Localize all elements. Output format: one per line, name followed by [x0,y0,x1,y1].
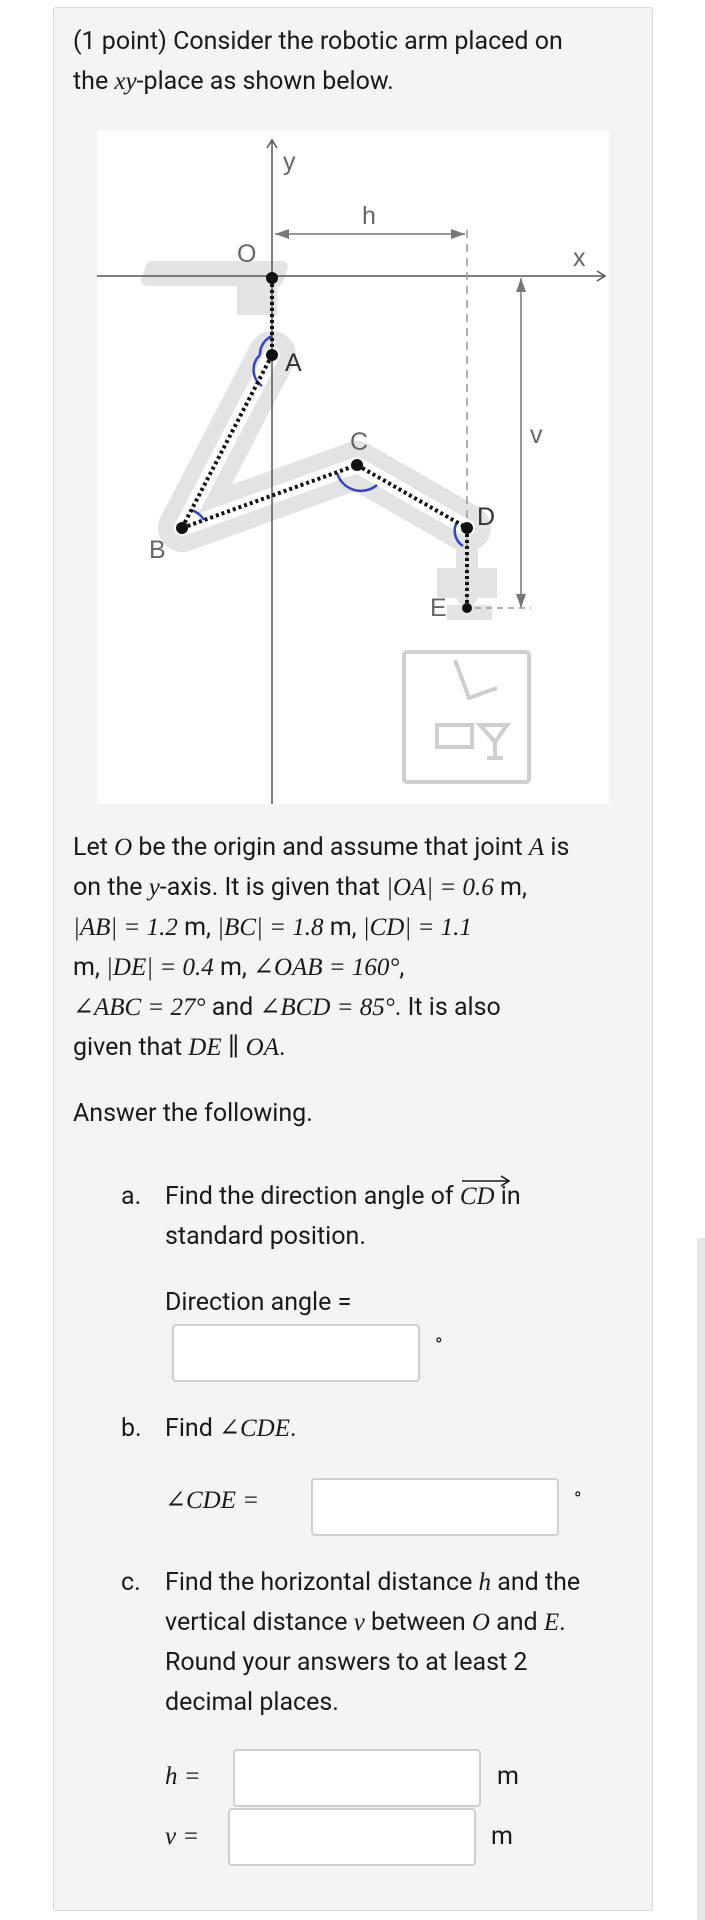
direction-angle-input[interactable] [172,1324,420,1382]
angle-CDE-input[interactable] [311,1478,559,1536]
v-unit: m [491,1822,513,1851]
question-c-marker: c. [121,1568,141,1597]
v-label: v = [165,1823,200,1850]
joint-O [266,272,278,284]
label-y: y [283,148,296,176]
joint-A [266,349,278,361]
question-a-text-2: standard position. [165,1222,366,1251]
v-input[interactable] [228,1808,476,1866]
angle-CDE-label: ∠CDE = [165,1487,260,1514]
label-A: A [285,349,302,377]
label-h: h [362,202,376,230]
joint-C [351,459,363,471]
label-O: O [237,240,257,268]
joint-D [461,522,473,534]
joint-B [176,522,188,534]
given-data-paragraph: Let O be the origin and assume that joint A is on the y-axis. It is given that |OA| = 0.6 m, |AB| = 1.2 m, |BC| = 1.8 m, |CD| = 1.1 m, |DE| = 0.4 m, ∠OAB = 160°, ∠ABC = 27° and ∠BCD = 85°. It is also given that DE ∥ OA. [73,833,570,1062]
degree-unit-a: ° [435,1333,443,1357]
question-b-marker: b. [121,1414,142,1443]
label-v: v [530,421,543,449]
joint-E [462,603,472,613]
label-E: E [430,594,447,622]
h-label: h = [165,1763,201,1790]
question-b-text: Find ∠CDE. [165,1414,297,1443]
vector-CD: CD [460,1177,495,1217]
answer-prompt: Answer the following. [73,1099,313,1128]
direction-angle-label: Direction angle = [165,1288,352,1317]
points-label: (1 point) [73,27,167,56]
degree-unit-b: ° [574,1487,582,1511]
robotic-arm-figure [97,130,609,804]
label-B: B [149,536,166,564]
scrollbar[interactable] [697,1238,705,1920]
h-input[interactable] [233,1749,481,1807]
question-a-text: Find the direction angle of CD in [165,1177,521,1217]
label-D: D [477,503,496,531]
question-c-text: Find the horizontal distance h and the vertical distance v between O and E. Round your answers to at least 2 decimal places. [165,1568,581,1717]
problem-intro: (1 point) Consider the robotic arm placed on the xy-place as shown below. [73,27,563,96]
label-x: x [573,244,586,272]
label-C: C [350,428,369,456]
vector-arrow-icon [460,1173,512,1187]
h-unit: m [497,1762,519,1791]
question-a-marker: a. [121,1182,142,1211]
